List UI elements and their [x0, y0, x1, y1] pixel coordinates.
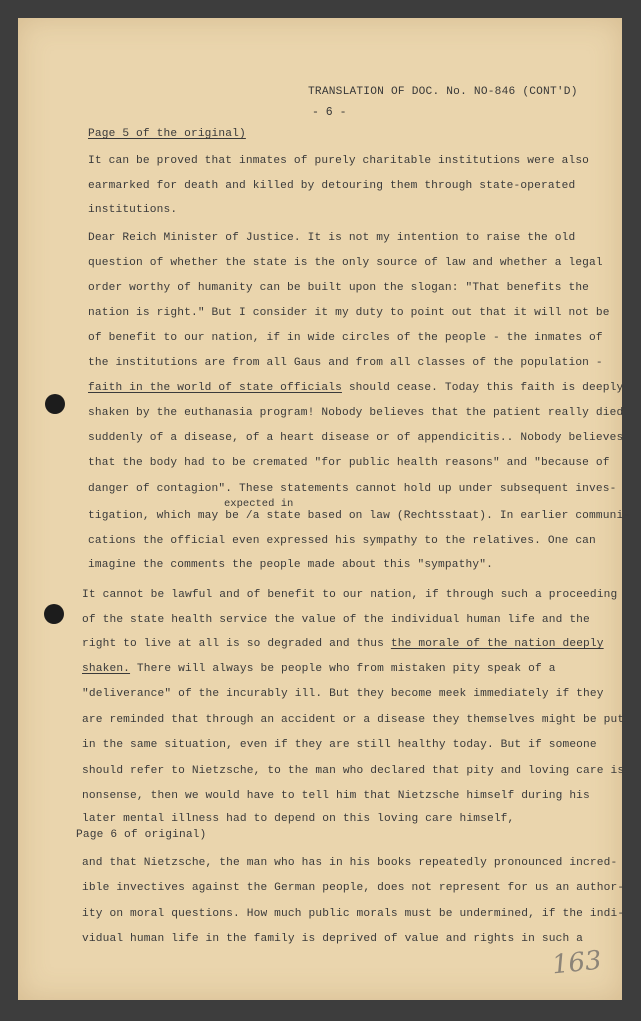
text-line: should refer to Nietzsche, to the man who declared that pity and loving care is: [82, 765, 625, 777]
text-line: Dear Reich Minister of Justice. It is not my intention to raise the old: [88, 232, 576, 244]
page-number: - 6 -: [312, 106, 347, 119]
underlined-phrase: shaken.: [82, 663, 131, 675]
text-line: that the body had to be cremated "for public health reasons" and "because of: [88, 457, 610, 469]
page-reference-label: Page 5 of the original): [88, 128, 246, 140]
text-line: in the same situation, even if they are still healthy today. But if someone: [82, 739, 597, 751]
text-line: and that Nietzsche, the man who has in his books repeatedly pronounced incred-: [82, 857, 618, 869]
text-line: [82, 638, 604, 650]
text-line: It cannot be lawful and of benefit to our nation, if through such a proceeding: [82, 589, 618, 601]
text-line: ible invectives against the German people, does not represent for us an author-: [82, 882, 625, 894]
document-header: TRANSLATION OF DOC. No. NO-846 (CONT'D): [308, 86, 578, 98]
text-line: question of whether the state is the only source of law and whether a legal: [88, 257, 603, 269]
text-line: vidual human life in the family is deprived of value and rights in such a: [82, 933, 584, 945]
page-reference-6: Page 6 of original): [76, 829, 207, 841]
text-line: [88, 382, 623, 394]
text-line: imagine the comments the people made about this "sympathy".: [88, 559, 493, 571]
handwritten-page-number: 163: [550, 945, 604, 981]
text-line: of the state health service the value of the individual human life and the: [82, 614, 590, 626]
text-segment: right to live at all is so degraded and thus: [82, 638, 391, 650]
text-line: [82, 663, 556, 675]
page-reference: [88, 128, 246, 140]
text-line: It can be proved that inmates of purely charitable institutions were also: [88, 155, 590, 167]
text-line: shaken by the euthanasia program! Nobody believes that the patient really died: [88, 407, 624, 419]
text-segment: There will always be people who from mistaken pity speak of a: [130, 663, 556, 675]
underlined-phrase: the morale of the nation deeply: [390, 638, 604, 650]
text-line: ity on moral questions. How much public morals must be undermined, if the indi-: [82, 908, 625, 920]
text-line: cations the official even expressed his sympathy to the relatives. One can: [88, 535, 596, 547]
text-line: tigation, which may be /a state based on law (Rechtsstaat). In earlier communi-: [88, 510, 631, 522]
punch-hole-upper: [45, 394, 65, 414]
underlined-phrase: faith in the world of state officials: [88, 382, 342, 394]
text-line: nation is right." But I consider it my duty to point out that it will not be: [88, 307, 610, 319]
text-line: institutions.: [88, 204, 178, 216]
text-line: danger of contagion". These statements cannot hold up under subsequent inves-: [88, 483, 617, 495]
text-line: "deliverance" of the incurably ill. But they become meek immediately if they: [82, 688, 604, 700]
text-line: the institutions are from all Gaus and from all classes of the population -: [88, 357, 603, 369]
text-line: are reminded that through an accident or a disease they themselves might be put: [82, 714, 625, 726]
text-segment: should cease. Today this faith is deeply: [341, 382, 624, 394]
text-line: order worthy of humanity can be built upon the slogan: "That benefits the: [88, 282, 590, 294]
handwritten-insertion: expected in: [224, 498, 294, 510]
text-line: nonsense, then we would have to tell him that Nietzsche himself during his: [82, 790, 590, 802]
text-line: suddenly of a disease, of a heart disease or of appendicitis.. Nobody believes: [88, 432, 624, 444]
text-line: earmarked for death and killed by detouring them through state-operated: [88, 180, 576, 192]
text-line: of benefit to our nation, if in wide circles of the people - the inmates of: [88, 332, 603, 344]
text-line: later mental illness had to depend on this loving care himself,: [82, 813, 515, 825]
punch-hole-lower: [44, 604, 64, 624]
document-page: [18, 18, 631, 1000]
